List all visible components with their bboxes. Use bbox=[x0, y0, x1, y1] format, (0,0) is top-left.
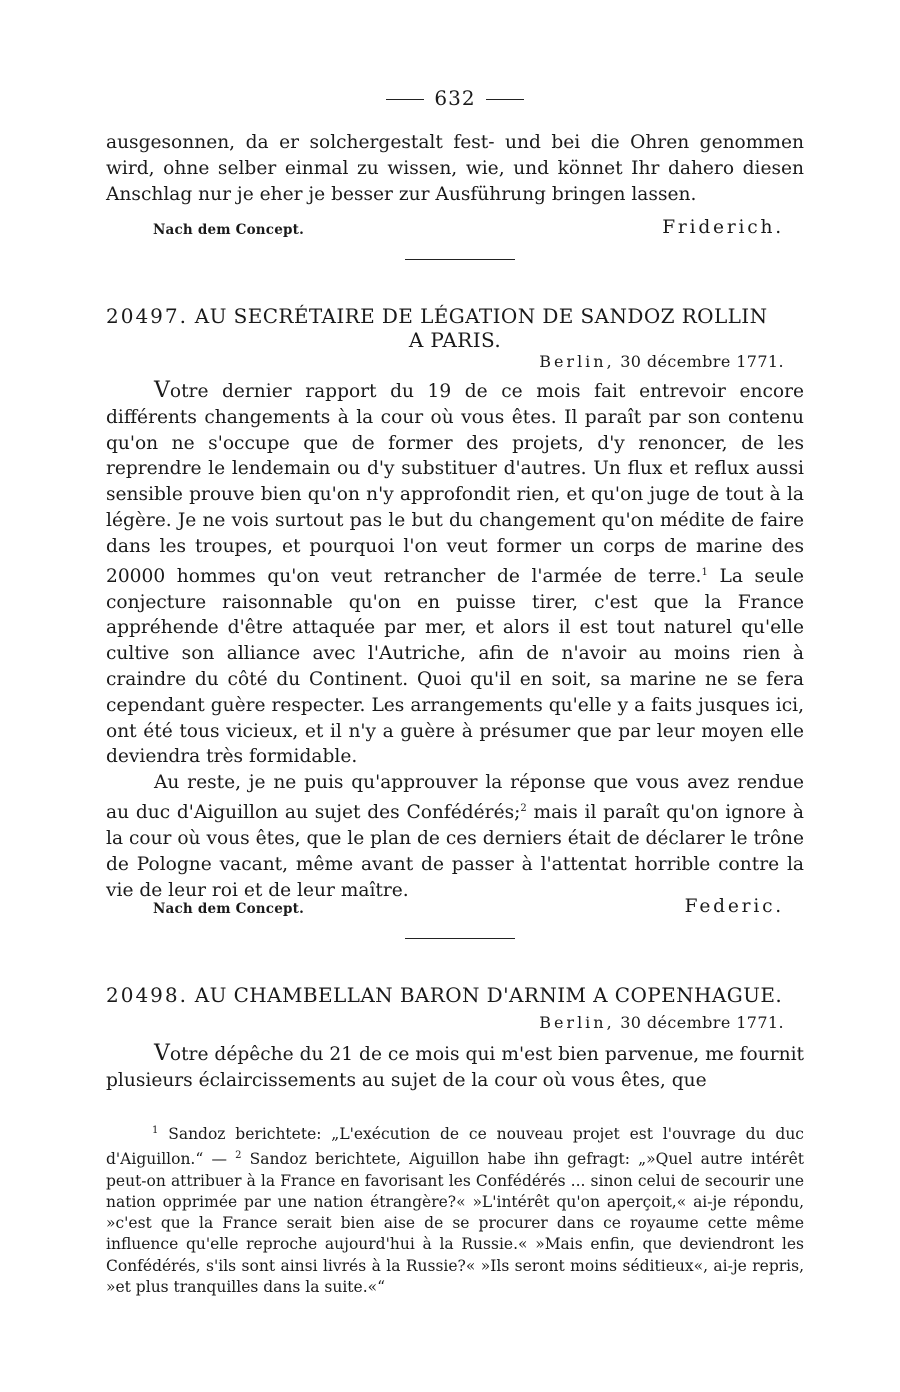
signature: Friderich. bbox=[662, 217, 784, 238]
separator-rule bbox=[405, 938, 515, 939]
page-number-dash-right bbox=[486, 99, 524, 100]
body-paragraph: Votre dépêche du 21 de ce mois qui m'est bien parvenue, me fournit plusieurs éclaircissements au sujet de la cour où vous êtes, que bbox=[106, 1041, 804, 1091]
letter-dateline bbox=[539, 1013, 784, 1032]
letter-number: 20498. bbox=[106, 983, 188, 1007]
top-paragraph-block bbox=[106, 130, 804, 207]
letter-heading bbox=[106, 304, 804, 352]
letter-title: AU SECRÉTAIRE DE LÉGATION DE SANDOZ ROLLIN bbox=[194, 304, 768, 328]
footnote-ref: 1 bbox=[701, 566, 708, 578]
letter-body bbox=[106, 378, 804, 903]
footnote-mark: 1 bbox=[152, 1125, 159, 1136]
letter-title-line2: A PARIS. bbox=[408, 328, 502, 352]
letter-title: AU CHAMBELLAN BARON D'ARNIM A COPENHAGUE. bbox=[194, 983, 783, 1007]
signature: Federic. bbox=[684, 896, 784, 917]
date-text: 30 décembre 1771. bbox=[620, 1013, 784, 1032]
initial-letter: V bbox=[154, 1041, 170, 1066]
separator-rule bbox=[405, 259, 515, 260]
footnotes bbox=[106, 1120, 804, 1298]
body-paragraph: Votre dernier rapport du 19 de ce mois fait entrevoir encore différents changements à la cour où vous êtes. Il paraît par son contenu qu'on ne s'occupe que de former des projets, d'y renoncer, de les reprendre le lendemain ou d'y substituer d'autres. Un flux et reflux aussi sensible prouve bien qu'on n'y approfondit rien, et qu'on juge de tout à la légère. Je ne vois surtout pas le but du changement qu'on médite de faire dans les troupes, et pourquoi l'on veut former un corps de marine des 20000 hommes qu'on veut retrancher de l'armée de terre.$^1$ La seule conjecture raisonnable qu'on en puisse tirer, c'est que la France appréhende d'être attaquée par mer, et alors il est tout naturel qu'elle cultive son alliance avec l'Autriche, afin de n'avoir au moins rien à craindre du côté du Continent. Quoi qu'il en soit, sa marine ne se fera cependant guère respecter. Les arrangements qu'elle y a faits jusques ici, ont été tous vicieux, et il n'y a guère à présumer que par leur moyen elle deviendra très formidable. bbox=[106, 378, 804, 768]
body-paragraph: Au reste, je ne puis qu'approuver la réponse que vous avez rendue au duc d'Aiguillon au sujet des Confédérés;$^2$ mais il paraît qu'on ignore à la cour où vous êtes, que le plan de ces derniers était de déclarer le trône de Pologne vacant, même avant de passer à l'attentat horrible contre la vie de leur roi et de leur maître. bbox=[106, 772, 804, 901]
top-paragraph: ausgesonnen, da er solchergestalt fest- und bei die Ohren genommen wird, ohne selber einmal zu wissen, wie, und könnet Ihr dahero diesen Anschlag nur je eher je besser zur Ausführung bringen lassen. bbox=[106, 132, 804, 205]
letter-number: 20497. bbox=[106, 304, 188, 328]
page-number-dash-left bbox=[386, 99, 424, 100]
source-note: Nach dem Concept. bbox=[153, 222, 304, 238]
date-city: Berlin, bbox=[539, 352, 615, 371]
initial-letter: V bbox=[154, 378, 170, 403]
footnote-ref: 2 bbox=[520, 802, 527, 814]
footnote: $^1$ Sandoz berichtete: „L'exécution de ce nouveau projet est l'ouvrage du duc d'Aiguillon.“ — $^2$ Sandoz berichtete, Aiguillon habe ihn gefragt: „»Quel autre intérêt peut-on attribuer à la France en favorisant les Confédérés ... sinon celui de secourir une nation opprimée par une nation étrangère?« »L'intérêt qu'on aperçoit,« ai-je répondu, »c'est que la France serait bien aise de se procurer dans ce royaume cette même influence qu'elle reproche aujourd'hui à la Russie.« »Mais enfin, que deviendront les Confédérés, s'ils sont ainsi livrés à la Russie?« »Ils seront moins séditieux«, ai-je repris, »et plus tranquilles dans la suite.«“ bbox=[106, 1125, 804, 1296]
page-number: 632 bbox=[106, 86, 804, 110]
footnote-mark: 2 bbox=[235, 1150, 242, 1162]
date-text: 30 décembre 1771. bbox=[620, 352, 784, 371]
date-city: Berlin, bbox=[539, 1013, 615, 1032]
top-sign-row bbox=[106, 212, 804, 238]
letter-body bbox=[106, 1041, 804, 1094]
letter-heading bbox=[106, 983, 804, 1007]
letter-sign-row bbox=[106, 891, 804, 917]
letter-dateline bbox=[539, 352, 784, 371]
source-note: Nach dem Concept. bbox=[153, 901, 304, 917]
